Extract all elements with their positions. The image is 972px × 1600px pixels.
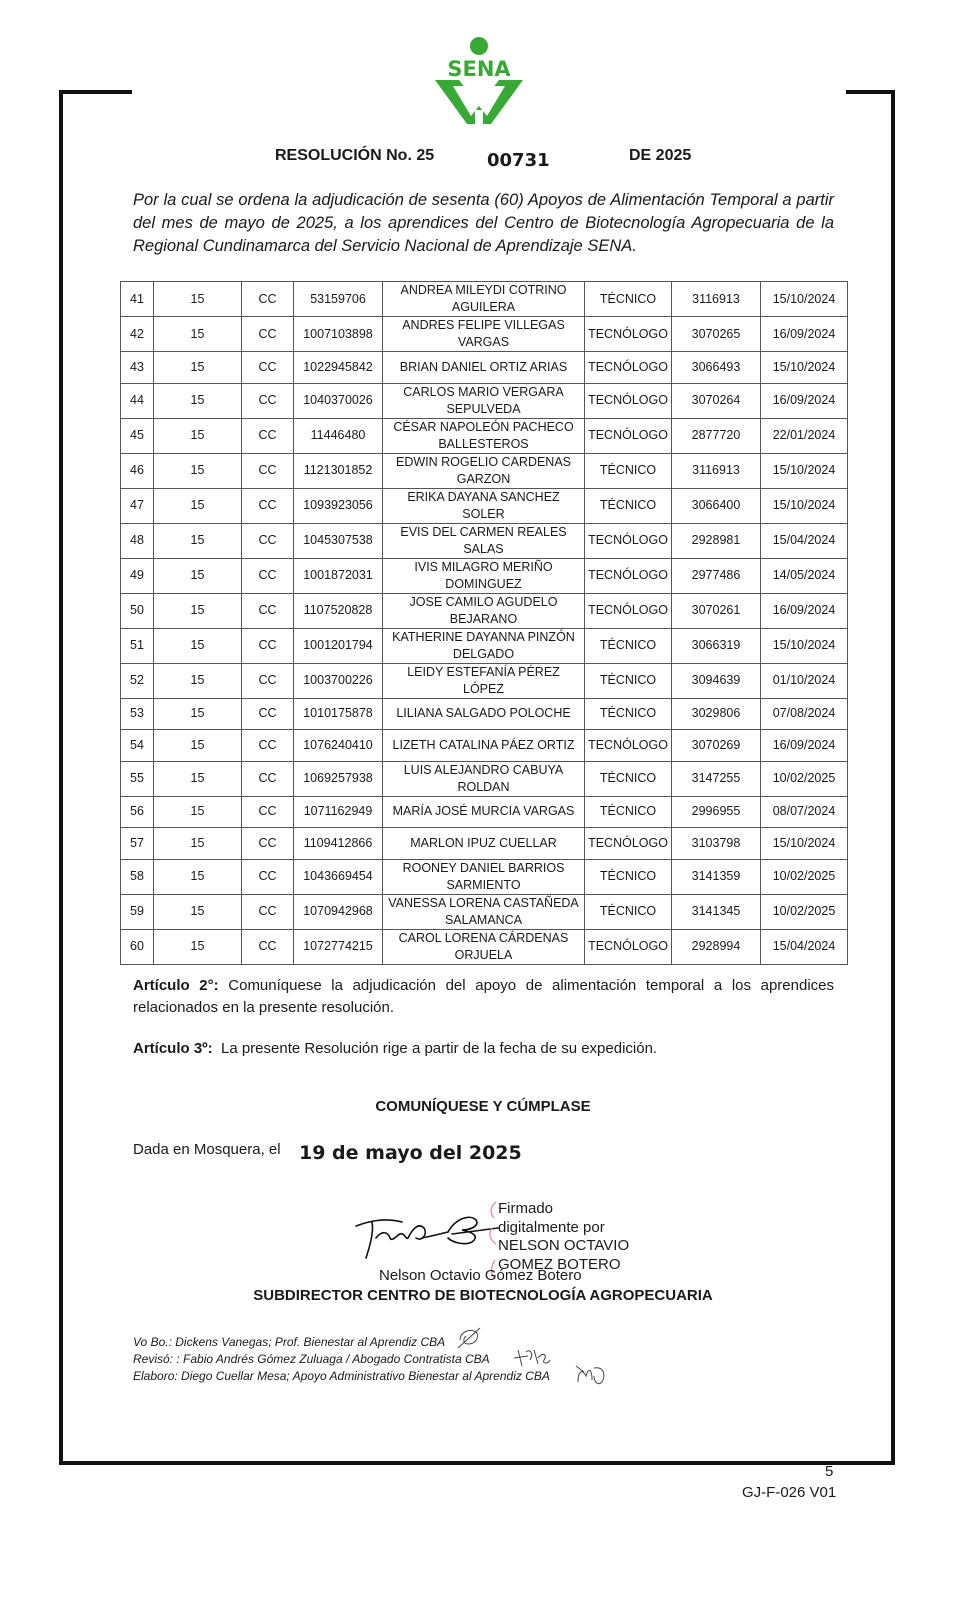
table-cell: 60 bbox=[121, 929, 154, 964]
table-cell: CC bbox=[242, 317, 294, 352]
frame-border bbox=[891, 90, 895, 1465]
table-row bbox=[121, 523, 848, 558]
table-cell: CC bbox=[242, 628, 294, 663]
issue-date: 19 de mayo del 2025 bbox=[299, 1142, 522, 1164]
table-cell: 53159706 bbox=[294, 282, 383, 317]
table-cell: TÉCNICO bbox=[585, 628, 672, 663]
table-cell: 16/09/2024 bbox=[761, 317, 848, 352]
table-cell: 15 bbox=[154, 593, 242, 628]
table-cell: EVIS DEL CARMEN REALES SALAS bbox=[383, 523, 585, 558]
table-cell: 15 bbox=[154, 929, 242, 964]
table-cell: TÉCNICO bbox=[585, 488, 672, 523]
table-cell: TECNÓLOGO bbox=[585, 593, 672, 628]
signer-role: SUBDIRECTOR CENTRO DE BIOTECNOLOGÍA AGROPECUARIA bbox=[253, 1287, 713, 1304]
resolution-number: 00731 bbox=[487, 150, 550, 171]
table-cell: LEIDY ESTEFANÍA PÉREZ LÓPEZ bbox=[383, 663, 585, 698]
table-cell: 3070265 bbox=[672, 317, 761, 352]
table-cell: 15/04/2024 bbox=[761, 929, 848, 964]
table-cell: 55 bbox=[121, 761, 154, 796]
table-cell: LILIANA SALGADO POLOCHE bbox=[383, 698, 585, 730]
table-cell: 1072774215 bbox=[294, 929, 383, 964]
table-cell: TECNÓLOGO bbox=[585, 383, 672, 418]
table-cell: 08/07/2024 bbox=[761, 796, 848, 828]
table-cell: 1022945842 bbox=[294, 352, 383, 384]
table-cell: 3070269 bbox=[672, 730, 761, 762]
table-cell: 52 bbox=[121, 663, 154, 698]
table-cell: KATHERINE DAYANNA PINZÓN DELGADO bbox=[383, 628, 585, 663]
table-cell: CC bbox=[242, 663, 294, 698]
table-cell: 15 bbox=[154, 894, 242, 929]
table-row bbox=[121, 828, 848, 860]
table-cell: TÉCNICO bbox=[585, 894, 672, 929]
table-cell: 10/02/2025 bbox=[761, 894, 848, 929]
frame-border bbox=[59, 90, 63, 1465]
table-cell: 15 bbox=[154, 523, 242, 558]
table-cell: 42 bbox=[121, 317, 154, 352]
resolution-year: DE 2025 bbox=[629, 147, 692, 164]
table-row bbox=[121, 317, 848, 352]
table-cell: 47 bbox=[121, 488, 154, 523]
table-cell: TÉCNICO bbox=[585, 282, 672, 317]
table-cell: 2928981 bbox=[672, 523, 761, 558]
table-cell: 1070942968 bbox=[294, 894, 383, 929]
table-cell: 1043669454 bbox=[294, 859, 383, 894]
table-cell: 10/02/2025 bbox=[761, 761, 848, 796]
table-cell: EDWIN ROGELIO CARDENAS GARZON bbox=[383, 453, 585, 488]
initials-mark bbox=[456, 1326, 482, 1350]
table-cell: 16/09/2024 bbox=[761, 383, 848, 418]
digital-signature-line: NELSON OCTAVIO bbox=[498, 1237, 630, 1254]
table-cell: 15/10/2024 bbox=[761, 828, 848, 860]
table-cell: 58 bbox=[121, 859, 154, 894]
table-cell: 2928994 bbox=[672, 929, 761, 964]
table-cell: 15/10/2024 bbox=[761, 628, 848, 663]
table-cell: CC bbox=[242, 558, 294, 593]
table-cell: CARLOS MARIO VERGARA SEPULVEDA bbox=[383, 383, 585, 418]
table-cell: TECNÓLOGO bbox=[585, 828, 672, 860]
table-cell: 1109412866 bbox=[294, 828, 383, 860]
table-cell: TECNÓLOGO bbox=[585, 730, 672, 762]
table-cell: CC bbox=[242, 730, 294, 762]
table-row bbox=[121, 488, 848, 523]
article-3-text: La presente Resolución rige a partir de la fecha de su expedición. bbox=[212, 1040, 658, 1057]
table-cell: TÉCNICO bbox=[585, 698, 672, 730]
table-cell: 10/02/2025 bbox=[761, 859, 848, 894]
table-cell: LIZETH CATALINA PÁEZ ORTIZ bbox=[383, 730, 585, 762]
table-cell: 14/05/2024 bbox=[761, 558, 848, 593]
table-cell: TÉCNICO bbox=[585, 761, 672, 796]
initials-mark bbox=[512, 1346, 552, 1368]
digital-signature-line: GOMEZ BOTERO bbox=[498, 1255, 621, 1273]
table-cell: CC bbox=[242, 418, 294, 453]
table-cell: 15 bbox=[154, 418, 242, 453]
table-cell: CC bbox=[242, 929, 294, 964]
table-row bbox=[121, 859, 848, 894]
page-number: 5 bbox=[825, 1463, 834, 1480]
table-cell: 11446480 bbox=[294, 418, 383, 453]
table-cell: CC bbox=[242, 894, 294, 929]
credit-line: Revisó: : Fabio Andrés Gómez Zuluaga / Abogado Contratista CBA bbox=[133, 1352, 490, 1366]
table-cell: TECNÓLOGO bbox=[585, 352, 672, 384]
table-cell: 1001201794 bbox=[294, 628, 383, 663]
table-cell: 53 bbox=[121, 698, 154, 730]
comuniquese-heading: COMUNÍQUESE Y CÚMPLASE bbox=[375, 1098, 591, 1115]
table-cell: 1040370026 bbox=[294, 383, 383, 418]
table-cell: 15 bbox=[154, 730, 242, 762]
table-cell: CC bbox=[242, 282, 294, 317]
table-cell: 15 bbox=[154, 698, 242, 730]
article-3 bbox=[133, 1038, 834, 1060]
table-cell: 3103798 bbox=[672, 828, 761, 860]
table-cell: JOSE CAMILO AGUDELO BEJARANO bbox=[383, 593, 585, 628]
table-cell: BRIAN DANIEL ORTIZ ARIAS bbox=[383, 352, 585, 384]
table-row bbox=[121, 929, 848, 964]
dada-en-text: Dada en Mosquera, el bbox=[133, 1141, 281, 1158]
table-row bbox=[121, 282, 848, 317]
table-cell: 15 bbox=[154, 761, 242, 796]
table-cell: ROONEY DANIEL BARRIOS SARMIENTO bbox=[383, 859, 585, 894]
table-cell: TECNÓLOGO bbox=[585, 523, 672, 558]
table-cell: 15/10/2024 bbox=[761, 282, 848, 317]
table-cell: 3147255 bbox=[672, 761, 761, 796]
table-cell: 1093923056 bbox=[294, 488, 383, 523]
table-cell: CC bbox=[242, 352, 294, 384]
article-3-label: Artículo 3º: bbox=[133, 1040, 213, 1057]
table-cell: 2877720 bbox=[672, 418, 761, 453]
table-cell: 41 bbox=[121, 282, 154, 317]
credit-line: Vo Bo.: Dickens Vanegas; Prof. Bienestar al Aprendiz CBA bbox=[133, 1335, 446, 1349]
table-cell: 07/08/2024 bbox=[761, 698, 848, 730]
table-cell: ERIKA DAYANA SANCHEZ SOLER bbox=[383, 488, 585, 523]
table-row bbox=[121, 383, 848, 418]
table-cell: 2977486 bbox=[672, 558, 761, 593]
table-cell: ANDRES FELIPE VILLEGAS VARGAS bbox=[383, 317, 585, 352]
article-2-label: Artículo 2°: bbox=[133, 977, 219, 994]
table-cell: VANESSA LORENA CASTAÑEDA SALAMANCA bbox=[383, 894, 585, 929]
table-cell: CC bbox=[242, 593, 294, 628]
table-cell: 3029806 bbox=[672, 698, 761, 730]
table-cell: 15 bbox=[154, 663, 242, 698]
table-cell: 15 bbox=[154, 317, 242, 352]
document-code: GJ-F-026 V01 bbox=[742, 1484, 837, 1501]
signer-name: Nelson Octavio Gómez Botero bbox=[379, 1267, 582, 1284]
table-cell: CC bbox=[242, 453, 294, 488]
table-cell: MARÍA JOSÉ MURCIA VARGAS bbox=[383, 796, 585, 828]
table-row bbox=[121, 663, 848, 698]
intro-paragraph: Por la cual se ordena la adjudicación de sesenta (60) Apoyos de Alimentación Temporal a partir del mes de mayo de 2025, a los aprendices del Centro de Biotecnología Agropecuaria de la Regional Cundinamarca del Servicio Nacional de Aprendizaje SENA. bbox=[133, 191, 834, 255]
logo-text: SENA bbox=[447, 57, 511, 81]
table-cell: 3116913 bbox=[672, 453, 761, 488]
table-cell: ANDREA MILEYDI COTRINO AGUILERA bbox=[383, 282, 585, 317]
table-cell: 59 bbox=[121, 894, 154, 929]
table-cell: TÉCNICO bbox=[585, 453, 672, 488]
handwritten-signature bbox=[352, 1208, 502, 1268]
table-cell: 1076240410 bbox=[294, 730, 383, 762]
table-cell: 50 bbox=[121, 593, 154, 628]
table-cell: 16/09/2024 bbox=[761, 593, 848, 628]
table-cell: 3066493 bbox=[672, 352, 761, 384]
table-cell: 1045307538 bbox=[294, 523, 383, 558]
article-2 bbox=[133, 975, 834, 1019]
table-cell: 1069257938 bbox=[294, 761, 383, 796]
table-cell: 43 bbox=[121, 352, 154, 384]
table-cell: CAROL LORENA CÁRDENAS ORJUELA bbox=[383, 929, 585, 964]
table-cell: 15/10/2024 bbox=[761, 352, 848, 384]
table-cell: 15 bbox=[154, 628, 242, 663]
table-cell: TECNÓLOGO bbox=[585, 317, 672, 352]
table-cell: CC bbox=[242, 828, 294, 860]
table-cell: 15/04/2024 bbox=[761, 523, 848, 558]
table-cell: 51 bbox=[121, 628, 154, 663]
table-cell: 15 bbox=[154, 383, 242, 418]
table-cell: 22/01/2024 bbox=[761, 418, 848, 453]
digital-signature-text bbox=[498, 1200, 629, 1274]
frame-border bbox=[846, 90, 895, 94]
table-cell: 3070264 bbox=[672, 383, 761, 418]
table-cell: 15 bbox=[154, 859, 242, 894]
table-cell: 1003700226 bbox=[294, 663, 383, 698]
table-cell: TÉCNICO bbox=[585, 663, 672, 698]
digital-signature-line: digitalmente por bbox=[498, 1218, 605, 1236]
table-cell: CC bbox=[242, 761, 294, 796]
credits-block bbox=[133, 1334, 550, 1385]
table-cell: 15 bbox=[154, 453, 242, 488]
credit-line: Elaboro: Diego Cuellar Mesa; Apoyo Administrativo Bienestar al Aprendiz CBA bbox=[133, 1369, 550, 1383]
table-cell: 01/10/2024 bbox=[761, 663, 848, 698]
table-cell: 44 bbox=[121, 383, 154, 418]
table-row bbox=[121, 558, 848, 593]
table-cell: IVIS MILAGRO MERIÑO DOMINGUEZ bbox=[383, 558, 585, 593]
frame-border bbox=[59, 90, 132, 94]
resolution-title: RESOLUCIÓN No. 25 bbox=[275, 147, 435, 164]
table-cell: 15/10/2024 bbox=[761, 488, 848, 523]
table-cell: CC bbox=[242, 859, 294, 894]
digital-signature-line: Firmado bbox=[498, 1200, 554, 1217]
table-cell: 1121301852 bbox=[294, 453, 383, 488]
table-row bbox=[121, 730, 848, 762]
table-cell: CÉSAR NAPOLEÓN PACHECO BALLESTEROS bbox=[383, 418, 585, 453]
table-cell: 15 bbox=[154, 488, 242, 523]
table-row bbox=[121, 894, 848, 929]
table-cell: 3070261 bbox=[672, 593, 761, 628]
table-row bbox=[121, 453, 848, 488]
table-cell: 16/09/2024 bbox=[761, 730, 848, 762]
table-cell: LUIS ALEJANDRO CABUYA ROLDAN bbox=[383, 761, 585, 796]
table-cell: 46 bbox=[121, 453, 154, 488]
table-cell: 15 bbox=[154, 796, 242, 828]
frame-border bbox=[59, 1461, 895, 1465]
initials-mark bbox=[574, 1362, 608, 1388]
table-cell: CC bbox=[242, 698, 294, 730]
table-cell: 48 bbox=[121, 523, 154, 558]
table-cell: 1071162949 bbox=[294, 796, 383, 828]
table-cell: 3094639 bbox=[672, 663, 761, 698]
beneficiaries-table bbox=[120, 281, 848, 965]
table-cell: 45 bbox=[121, 418, 154, 453]
table-cell: 57 bbox=[121, 828, 154, 860]
table-cell: 49 bbox=[121, 558, 154, 593]
table-cell: 1007103898 bbox=[294, 317, 383, 352]
table-cell: 3066319 bbox=[672, 628, 761, 663]
sena-logo bbox=[431, 36, 527, 128]
table-row bbox=[121, 628, 848, 663]
table-cell: 15 bbox=[154, 558, 242, 593]
table-cell: 3141359 bbox=[672, 859, 761, 894]
table-cell: 1001872031 bbox=[294, 558, 383, 593]
table-cell: CC bbox=[242, 796, 294, 828]
table-row bbox=[121, 698, 848, 730]
table-cell: 3141345 bbox=[672, 894, 761, 929]
table-cell: 15 bbox=[154, 828, 242, 860]
table-row bbox=[121, 796, 848, 828]
table-cell: 15 bbox=[154, 352, 242, 384]
table-cell: CC bbox=[242, 523, 294, 558]
table-cell: TÉCNICO bbox=[585, 796, 672, 828]
table-cell: TÉCNICO bbox=[585, 859, 672, 894]
table-row bbox=[121, 761, 848, 796]
table-row bbox=[121, 418, 848, 453]
table-cell: 1107520828 bbox=[294, 593, 383, 628]
table-cell: 15/10/2024 bbox=[761, 453, 848, 488]
table-cell: 54 bbox=[121, 730, 154, 762]
table-cell: TECNÓLOGO bbox=[585, 418, 672, 453]
table-cell: 2996955 bbox=[672, 796, 761, 828]
table-cell: TECNÓLOGO bbox=[585, 929, 672, 964]
table-row bbox=[121, 593, 848, 628]
table-cell: CC bbox=[242, 488, 294, 523]
table-cell: TECNÓLOGO bbox=[585, 558, 672, 593]
table-cell: 56 bbox=[121, 796, 154, 828]
table-cell: 3066400 bbox=[672, 488, 761, 523]
article-2-text: Comuníquese la adjudicación del apoyo de alimentación temporal a los aprendices relacionados en la presente resolución. bbox=[133, 977, 834, 1016]
table-cell: 1010175878 bbox=[294, 698, 383, 730]
table-row bbox=[121, 352, 848, 384]
table-cell: CC bbox=[242, 383, 294, 418]
table-cell: 3116913 bbox=[672, 282, 761, 317]
table-cell: 15 bbox=[154, 282, 242, 317]
table-cell: MARLON IPUZ CUELLAR bbox=[383, 828, 585, 860]
